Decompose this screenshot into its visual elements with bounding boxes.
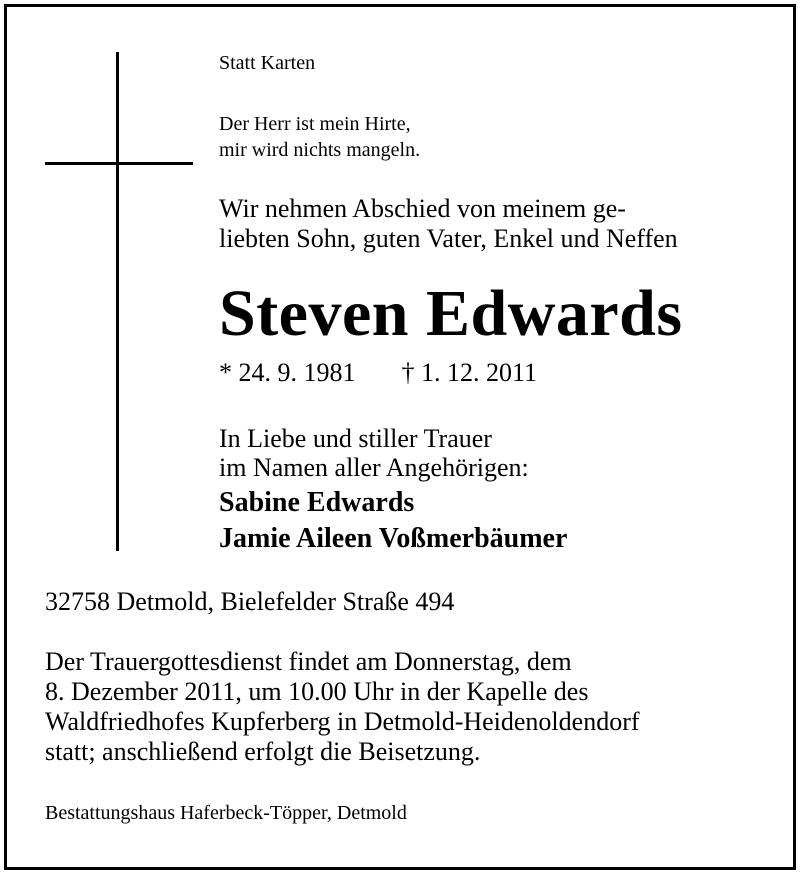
birth-date: * 24. 9. 1981 [219, 358, 356, 387]
service-line: 8. Dezember 2011, um 10.00 Uhr in der Kapelle des [45, 677, 589, 706]
intro-line-2: liebten Sohn, guten Vater, Enkel und Neffen [219, 224, 678, 253]
mourner-name: Sabine Edwards [219, 487, 415, 518]
verse-line-1: Der Herr ist mein Hirte, [219, 113, 411, 135]
funeral-home: Bestattungshaus Haferbeck-Töpper, Detmold [45, 802, 407, 824]
address: 32758 Detmold, Bielefelder Straße 494 [45, 587, 455, 616]
verse-line-2: mir wird nichts mangeln. [219, 139, 421, 161]
mourner-name: Jamie Aileen Voßmerbäumer [219, 523, 568, 554]
death-date: † 1. 12. 2011 [401, 358, 538, 387]
service-line: statt; anschließend erfolgt die Beisetzung. [45, 737, 481, 766]
cross-vertical-bar [116, 52, 119, 551]
cross-horizontal-bar [45, 162, 193, 165]
deceased-name: Steven Edwards [219, 277, 683, 350]
service-line: Der Trauergottesdienst findet am Donnerstag, dem [45, 647, 572, 676]
life-dates [219, 357, 537, 389]
mourning-line-2: im Namen aller Angehörigen: [219, 453, 529, 482]
statt-karten: Statt Karten [219, 52, 316, 74]
intro-line-1: Wir nehmen Abschied von meinem ge- [219, 194, 626, 223]
service-line: Waldfriedhofes Kupferberg in Detmold-Heidenoldendorf [45, 707, 640, 736]
mourning-line-1: In Liebe und stiller Trauer [219, 424, 492, 453]
